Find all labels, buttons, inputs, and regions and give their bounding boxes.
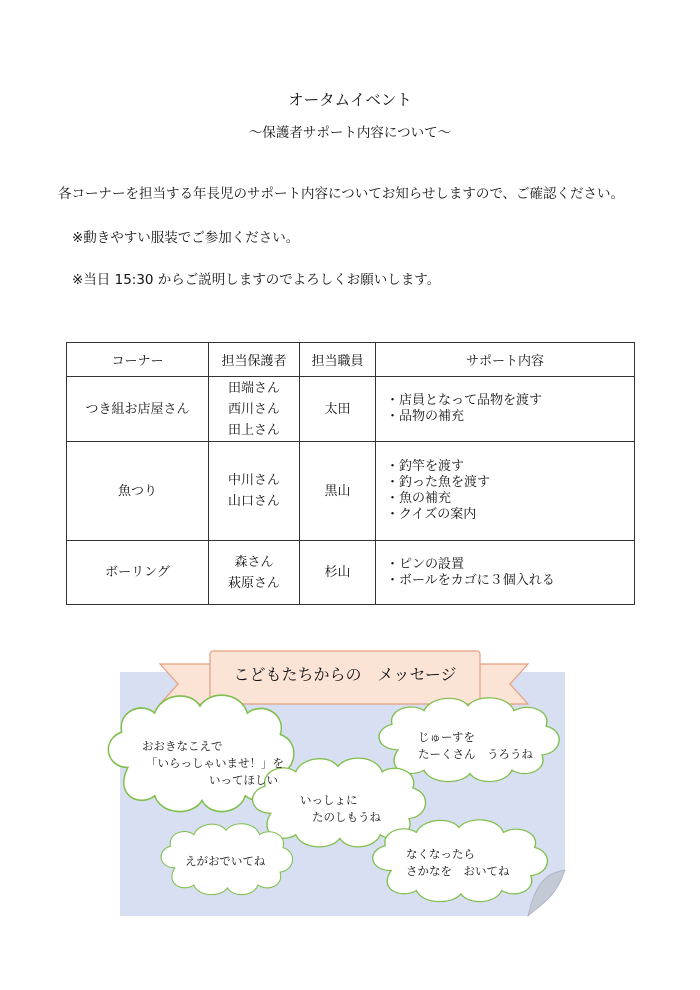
task-item: ・ピンの設置	[386, 556, 465, 572]
parent-name: 山口さん	[227, 494, 280, 509]
message-line: おおきなこえで	[142, 739, 223, 753]
page-subtitle: ～保護者サポート内容について～	[248, 125, 452, 141]
task-item: ・ボールをカゴに３個入れる	[386, 572, 555, 588]
intro-text: 各コーナーを担当する年長児のサポート内容についてお知らせしますので、ご確認ください。	[58, 186, 625, 202]
note-clothing: ※動きやすい服装でご参加ください。	[72, 230, 300, 246]
banner-title: こどもたちからの メッセージ	[233, 665, 457, 684]
header-support: サポート内容	[376, 343, 635, 377]
staff-cell: 杉山	[300, 541, 376, 605]
parent-name: 田上さん	[227, 422, 280, 438]
parent-name: 西川さん	[227, 401, 280, 417]
message-line: たのしもうね	[312, 810, 381, 824]
task-item: ・品物の補充	[386, 409, 465, 424]
parent-name: 萩原さん	[227, 575, 280, 591]
staff-cell: 太田	[300, 377, 376, 442]
task-item: ・店員となって品物を渡す	[386, 393, 543, 408]
message-line: じゅーすを	[418, 730, 475, 744]
staff-cell: 黒山	[300, 442, 376, 541]
message-5	[406, 846, 510, 880]
message-4	[185, 853, 265, 870]
task-item: ・クイズの案内	[386, 507, 477, 522]
task-item: ・釣った魚を渡す	[386, 475, 491, 490]
corner-cell: 魚つり	[67, 442, 209, 541]
message-1	[142, 738, 284, 789]
message-line: なくなったら	[406, 847, 475, 861]
page-title: オータムイベント	[288, 91, 412, 109]
parent-name: 森さん	[234, 554, 274, 570]
corner-cell: ボーリング	[67, 541, 209, 605]
message-line: いってほしい	[209, 773, 278, 787]
message-line: いっしょに	[300, 793, 358, 807]
header-corner: コーナー	[67, 343, 209, 377]
task-item: ・釣竿を渡す	[386, 459, 465, 474]
note-briefing: ※当日 15:30 からご説明しますのでよろしくお願いします。	[72, 272, 441, 288]
parent-name: 中川さん	[227, 473, 280, 488]
message-line: 「いらっしゃいませ！」を	[146, 756, 284, 770]
message-line: えがおでいてね	[185, 854, 266, 868]
message-2	[418, 729, 533, 763]
message-line: さかなを おいてね	[406, 864, 510, 878]
header-parents: 担当保護者	[209, 343, 300, 377]
header-staff: 担当職員	[300, 343, 376, 377]
parent-name: 田端さん	[227, 380, 280, 396]
message-3	[300, 792, 381, 826]
message-line: たーくさん うろうね	[418, 747, 533, 761]
corner-cell: つき組お店屋さん	[67, 377, 209, 442]
task-item: ・魚の補充	[386, 491, 452, 506]
